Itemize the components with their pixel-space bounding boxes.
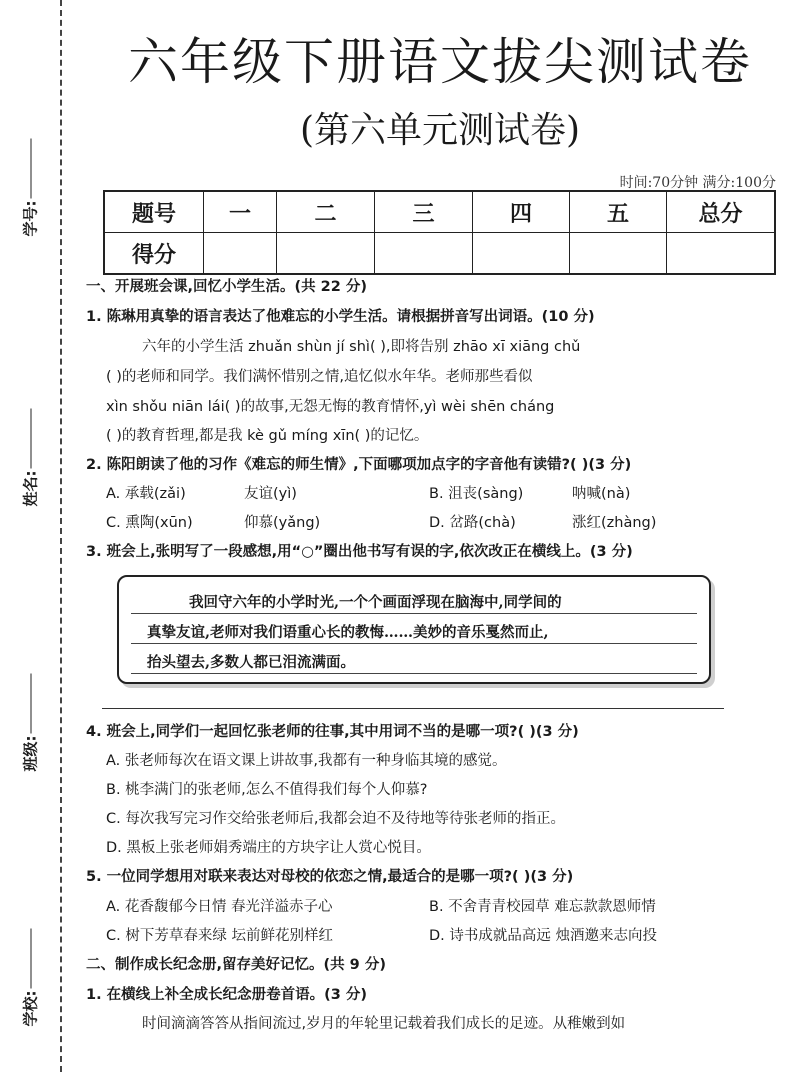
score-table-cell: 二: [277, 191, 375, 233]
q1-line: xìn shǒu niān lái( )的故事,无怨无悔的教育情怀,yì wèi shēn cháng: [106, 399, 555, 415]
passage-rule: [131, 643, 697, 644]
score-table-cell: 三: [375, 191, 473, 233]
score-input-cell[interactable]: [277, 233, 375, 275]
q2-option: 涨红(zhàng): [572, 515, 657, 531]
q3-passage-box: [117, 575, 711, 684]
q4-option-c: C. 每次我写完习作交给张老师后,我都会迫不及待地等待张老师的指正。: [106, 811, 565, 827]
q2-option: A. 承载(zǎi): [106, 486, 186, 502]
q2-option: B. 沮丧(sàng): [429, 486, 524, 502]
page-title: 六年级下册语文拔尖测试卷: [128, 33, 752, 91]
score-input-cell[interactable]: [473, 233, 570, 275]
q1-line: ( )的老师和同学。我们满怀惜别之情,追忆似水年华。老师那些看似: [106, 369, 533, 385]
score-table-score-row: [104, 233, 775, 275]
passage-rule: [131, 613, 697, 614]
q2-stem: 2. 陈阳朗读了他的习作《难忘的师生情》,下面哪项加点字的字音他有读错?( )(3 分): [86, 457, 632, 473]
q1-stem: 1. 陈琳用真挚的语言表达了他难忘的小学生活。请根据拼音写出词语。(10 分): [86, 309, 595, 325]
score-input-cell[interactable]: [667, 233, 776, 275]
q5-option-b: B. 不舍青青校园草 难忘款款恩师情: [429, 899, 656, 915]
exam-meta: 时间:70分钟 满分:100分: [619, 175, 776, 191]
q1-line: ( )的教育哲理,都是我 kè gǔ míng xīn( )的记忆。: [106, 428, 429, 444]
passage-line: 抬头望去,多数人都已泪流满面。: [147, 654, 356, 671]
passage-line: 真挚友谊,老师对我们语重心长的教悔……美妙的音乐戛然而止,: [147, 624, 549, 641]
q3-stem: 3. 班会上,张明写了一段感想,用“○”圈出他书写有误的字,依次改正在横线上。(3 分): [86, 544, 633, 560]
section2-q1-stem: 1. 在横线上补全成长纪念册卷首语。(3 分): [86, 987, 368, 1003]
score-input-cell[interactable]: [375, 233, 473, 275]
q2-option: 友谊(yì): [244, 486, 297, 502]
class-field[interactable]: [20, 720, 41, 772]
q5-option-a: A. 花香馥郁今日情 春光洋溢赤子心: [106, 899, 333, 915]
section2-q1-text: 时间滴滴答答从指间流过,岁月的年轮里记载着我们成长的足迹。从稚嫩到如: [142, 1016, 626, 1032]
school-label: 学校:: [21, 990, 40, 1027]
q2-option: D. 岔路(chà): [429, 515, 516, 531]
name-label: 姓名:: [21, 470, 40, 507]
score-table-cell: 题号: [104, 191, 204, 233]
section2-heading: 二、制作成长纪念册,留存美好记忆。(共 9 分): [86, 957, 386, 973]
passage-line: 我回守六年的小学时光,一个个画面浮现在脑海中,同学间的: [189, 594, 562, 611]
student-id-label: 学号:: [21, 200, 40, 237]
score-table-cell: 一: [204, 191, 277, 233]
class-label: 班级:: [21, 735, 40, 772]
page-subtitle: (第六单元测试卷): [299, 110, 581, 151]
score-table-cell: 总分: [667, 191, 776, 233]
section1-heading: 一、开展班会课,回忆小学生活。(共 22 分): [86, 279, 368, 295]
q4-stem: 4. 班会上,同学们一起回忆张老师的往事,其中用词不当的是哪一项?( )(3 分): [86, 724, 579, 740]
q5-option-c: C. 树下芳草春来绿 坛前鲜花别样红: [106, 928, 333, 944]
q5-stem: 5. 一位同学想用对联来表达对母校的依恋之情,最适合的是哪一项?( )(3 分): [86, 869, 574, 885]
binding-dashed-line: [60, 0, 62, 1072]
q4-option-b: B. 桃李满门的张老师,怎么不值得我们每个人仰慕?: [106, 782, 428, 798]
q4-option-a: A. 张老师每次在语文课上讲故事,我都有一种身临其境的感觉。: [106, 753, 507, 769]
school-field[interactable]: [20, 975, 41, 1027]
score-input-cell[interactable]: [570, 233, 667, 275]
q3-answer-line[interactable]: [102, 708, 724, 709]
score-table-cell: 四: [473, 191, 570, 233]
score-input-cell[interactable]: [204, 233, 277, 275]
score-table-header-row: [104, 191, 775, 233]
q2-option: 呐喊(nà): [572, 486, 631, 502]
score-table-cell: 五: [570, 191, 667, 233]
score-table: [103, 190, 776, 275]
q5-option-d: D. 诗书成就品高远 烛酒邀来志向投: [429, 928, 657, 944]
score-table-cell: 得分: [104, 233, 204, 275]
q4-option-d: D. 黑板上张老师娟秀端庄的方块字让人赏心悦目。: [106, 840, 431, 856]
q2-option: 仰慕(yǎng): [244, 515, 321, 531]
q1-line: 六年的小学生活 zhuǎn shùn jí shì( ),即将告别 zhāo xī xiāng chǔ: [142, 339, 581, 355]
passage-rule: [131, 673, 697, 674]
name-field[interactable]: [20, 455, 41, 507]
q2-option: C. 熏陶(xūn): [106, 515, 193, 531]
student-id-field[interactable]: [20, 185, 41, 237]
